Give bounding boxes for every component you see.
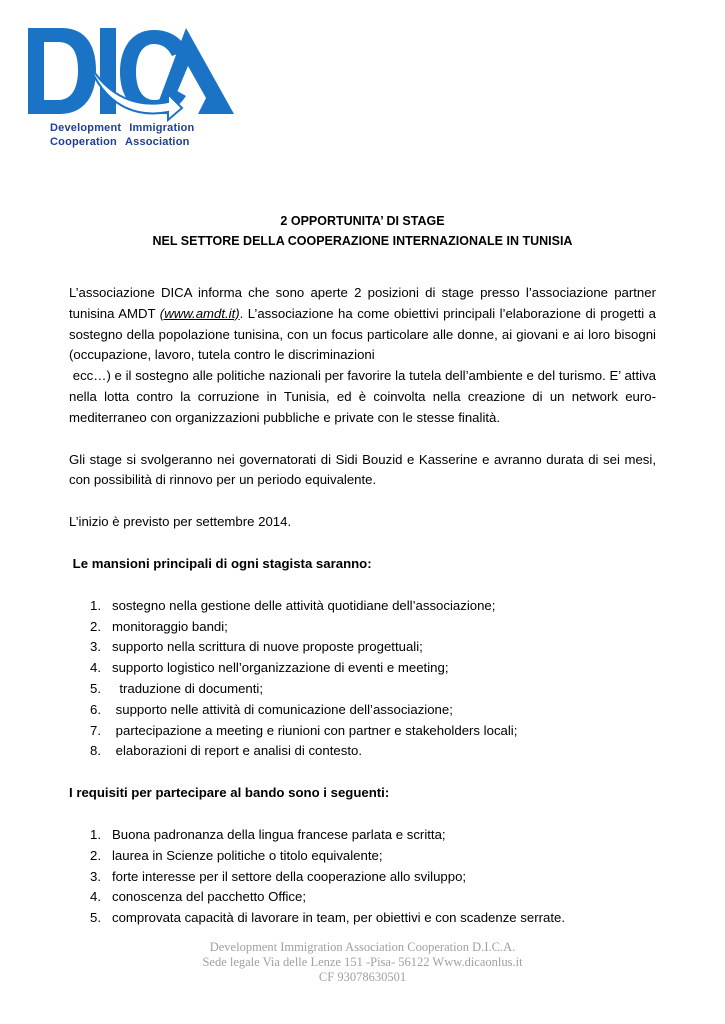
list-item <box>69 721 656 742</box>
list-item-number: 1. <box>90 597 101 613</box>
list-item <box>69 825 656 846</box>
list-item <box>69 887 656 908</box>
list-item <box>69 700 656 721</box>
list-item-text: conoscenza del pacchetto Office; <box>112 889 307 905</box>
list-item-number: 5. <box>90 680 101 696</box>
list-item-text: supporto nelle attività di comunicazione dell’associazione; <box>112 701 453 717</box>
start-date-paragraph: L’inizio è previsto per settembre 2014. <box>69 514 292 530</box>
document-title <box>0 211 725 251</box>
duties-heading: Le mansioni principali di ogni stagista saranno: <box>69 555 372 571</box>
list-item-text: sostegno nella gestione delle attività quotidiane dell’associazione; <box>112 597 496 613</box>
list-item <box>69 908 656 929</box>
page-footer <box>0 940 725 985</box>
requirements-list <box>69 825 656 929</box>
list-item-text: comprovata capacità di lavorare in team, per obiettivi e con scadenze serrate. <box>112 910 566 926</box>
list-item <box>69 679 656 700</box>
list-item-number: 2. <box>90 618 101 634</box>
list-item-number: 3. <box>90 639 101 655</box>
list-item-text: traduzione di documenti; <box>112 680 264 696</box>
list-item <box>69 617 656 638</box>
list-item-number: 4. <box>90 889 101 905</box>
list-item <box>69 867 656 888</box>
list-item-number: 8. <box>90 743 101 759</box>
list-item-text: laurea in Scienze politiche o titolo equivalente; <box>112 847 383 863</box>
list-item-text: elaborazioni di report e analisi di contesto. <box>112 743 362 759</box>
list-item-text: forte interesse per il settore della cooperazione allo sviluppo; <box>112 868 467 884</box>
title-line-1: 2 OPPORTUNITA’ DI STAGE <box>280 214 445 228</box>
duties-list <box>69 596 656 762</box>
intro-text-start: L’associazione DICA informa che sono aperte 2 posizioni di stage presso l’associazione partner tunisina AMDT <box>69 285 656 321</box>
intro-continuation: ecc…) e il sostegno alle politiche nazionali per favorire la tutela dell’ambiente e del turismo. E’ attiva nella lotta contro la corruzione in Tunisia, ed è coinvolta nella creazione di un network euro-mediterraneo con organizzazioni pubbliche e private con le stesse finalità. <box>69 368 660 425</box>
document-body <box>69 283 660 929</box>
list-item <box>69 596 656 617</box>
footer-line-3: CF 93078630501 <box>318 970 407 984</box>
list-item-text: partecipazione a meeting e riunioni con partner e stakeholders locali; <box>112 722 518 738</box>
location-paragraph: Gli stage si svolgeranno nei governatorati di Sidi Bouzid e Kasserine e avranno durata di sei mesi, con possibilità di rinnovo per un periodo equivalente. <box>69 451 656 488</box>
title-line-2: NEL SETTORE DELLA COOPERAZIONE INTERNAZIONALE IN TUNISIA <box>152 234 573 248</box>
requirements-heading: I requisiti per partecipare al bando sono i seguenti: <box>69 785 390 801</box>
list-item-number: 5. <box>90 910 101 926</box>
list-item-number: 2. <box>90 847 101 863</box>
intro-paragraph <box>69 283 656 366</box>
list-item-number: 1. <box>90 826 101 842</box>
list-item-text: supporto nella scrittura di nuove proposte progettuali; <box>112 639 423 655</box>
list-item <box>69 741 656 762</box>
list-item-number: 3. <box>90 868 101 884</box>
list-item-number: 6. <box>90 701 101 717</box>
list-item <box>69 846 656 867</box>
list-item-text: supporto logistico nell’organizzazione di eventi e meeting; <box>112 660 449 676</box>
logo-word-development: Development <box>50 122 122 134</box>
list-item-number: 7. <box>90 722 101 738</box>
list-item-text: monitoraggio bandi; <box>112 618 228 634</box>
logo-word-immigration: Immigration <box>129 122 195 134</box>
list-item <box>69 637 656 658</box>
list-item-number: 4. <box>90 660 101 676</box>
list-item-text: Buona padronanza della lingua francese parlata e scritta; <box>112 826 446 842</box>
list-item <box>69 658 656 679</box>
logo-caption <box>50 121 194 149</box>
logo-word-cooperation: Cooperation <box>50 136 117 148</box>
footer-line-1: Development Immigration Association Cooperation D.I.C.A. <box>209 940 516 954</box>
intro-text-middle: . L’associazione ha come obiettivi principali l’elaborazione di progetti a sostegno della popolazione tunisina, con un focus particolare alle donne, ai giovani e ai loro bisogni (occupazione, lavoro, tutela contro le discriminazioni <box>69 305 656 363</box>
amdt-link[interactable]: (www.amdt.it) <box>159 305 240 321</box>
footer-line-2: Sede legale Via delle Lenze 151 -Pisa- 56122 Www.dicaonlus.it <box>202 955 523 969</box>
logo-word-association: Association <box>124 136 190 148</box>
